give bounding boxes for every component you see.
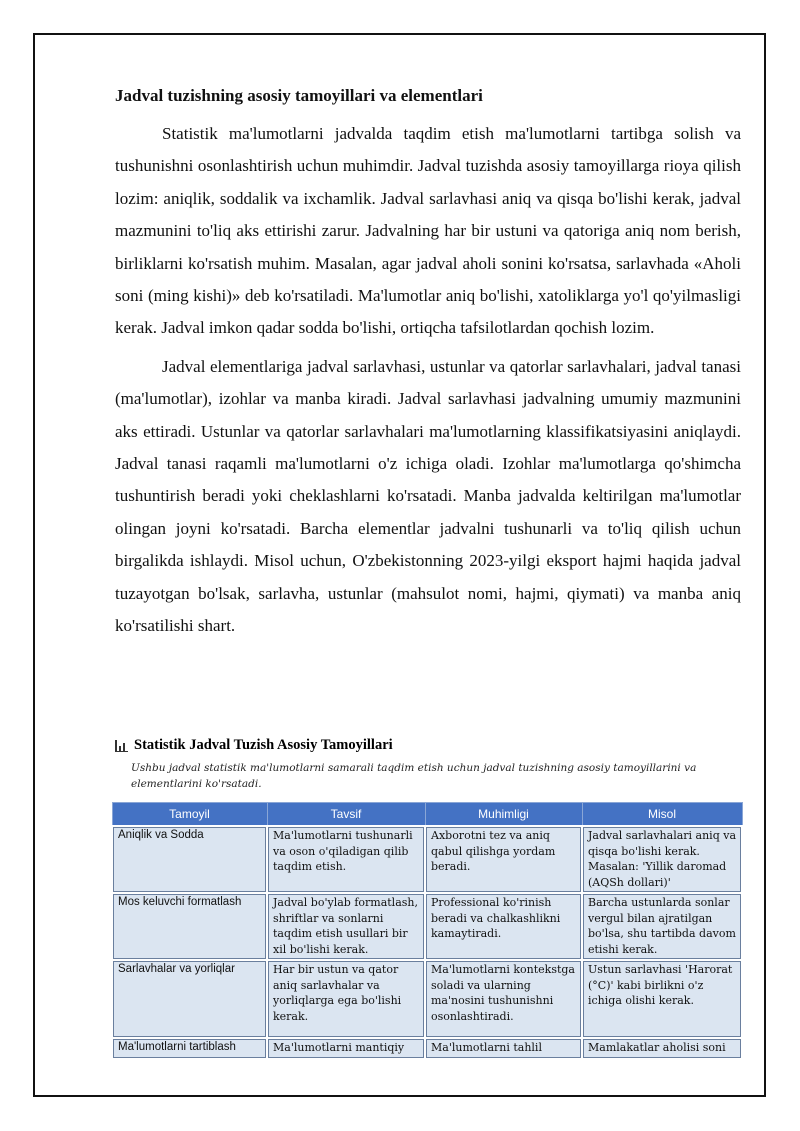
- table-caption: Ushbu jadval statistik ma'lumotlarni samarali taqdim etish uchun jadval tuzishning asosiy tamoyillarini va elementlarini ko'rsatadi.: [131, 762, 697, 790]
- table-row: [112, 1038, 742, 1059]
- table-row: [112, 826, 742, 893]
- table-cell: Ma'lumotlarni tartiblash: [112, 1038, 267, 1059]
- principles-table: [111, 802, 743, 1060]
- section-title: Jadval tuzishning asosiy tamoyillari va elementlari: [115, 86, 483, 105]
- table-cell: Ma'lumotlarni tahlil: [425, 1038, 582, 1059]
- table-heading-text: Statistik Jadval Tuzish Asosiy Tamoyillari: [134, 737, 393, 753]
- table-cell: Har bir ustun va qator aniq sarlavhalar va yorliqlarga ega bo'lishi kerak.: [267, 960, 425, 1038]
- table-cell: Aniqlik va Sodda: [112, 826, 267, 893]
- table-heading: [115, 737, 741, 754]
- column-header: Muhimligi: [425, 803, 582, 827]
- column-header: Misol: [582, 803, 742, 827]
- table-cell: Jadval sarlavhalari aniq va qisqa bo'lishi kerak. Masalan: 'Yillik daromad (AQSh dollari)': [582, 826, 742, 893]
- paragraph-principles: Statistik ma'lumotlarni jadvalda taqdim etish ma'lumotlarni tartibga solish va tushunishni osonlashtirish uchun muhimdir. Jadval tuzishda asosiy tamoyillarga rioya qilish lozim: aniqlik, soddalik va ixchamlik. Jadval sarlavhasi aniq va qisqa bo'lishi kerak, jadval mazmunini to'liq aks ettirishi zarur. Jadvalning har bir ustuni va qatoriga aniq nom berish, birliklarni ko'rsatish muhim. Masalan, agar jadval aholi sonini ko'rsatsa, sarlavhada «Aholi soni (ming kishi)» deb ko'rsatiladi. Ma'lumotlar aniq bo'lishi, xatoliklarga yo'l qo'yilmasligi kerak. Jadval imkon qadar sodda bo'lishi, ortiqcha tafsilotlardan qochish lozim.: [115, 124, 741, 338]
- table-cell: Mos keluvchi formatlash: [112, 893, 267, 960]
- table-row: [112, 960, 742, 1038]
- table-cell: Mamlakatlar aholisi soni: [582, 1038, 742, 1059]
- table-row: [112, 893, 742, 960]
- table-cell: Ma'lumotlarni mantiqiy: [267, 1038, 425, 1059]
- table-cell: Jadval bo'ylab formatlash, shriftlar va sonlarni taqdim etish usullari bir xil bo'lishi kerak.: [267, 893, 425, 960]
- column-header: Tamoyil: [112, 803, 267, 827]
- table-cell: Ma'lumotlarni kontekstga soladi va ularning ma'nosini tushunishni osonlashtiradi.: [425, 960, 582, 1038]
- document-body: [115, 84, 741, 649]
- table-cell: Axborotni tez va aniq qabul qilishga yordam beradi.: [425, 826, 582, 893]
- table-cell: Barcha ustunlarda sonlar vergul bilan ajratilgan bo'lsa, shu tartibda davom etishi kerak.: [582, 893, 742, 960]
- table-header-row: [112, 803, 742, 827]
- table-cell: Sarlavhalar va yorliqlar: [112, 960, 267, 1038]
- bar-chart-icon: [115, 740, 128, 752]
- table-cell: Ustun sarlavhasi 'Harorat (°C)' kabi birlikni o'z ichiga olishi kerak.: [582, 960, 742, 1038]
- table-cell: Ma'lumotlarni tushunarli va oson o'qiladigan qilib taqdim etish.: [267, 826, 425, 893]
- paragraph-elements: Jadval elementlariga jadval sarlavhasi, ustunlar va qatorlar sarlavhalari, jadval tanasi (ma'lumotlar), izohlar va manba kiradi. Jadval sarlavhasi jadvalning umumiy mazmunini aks ettiradi. Ustunlar va qatorlar sarlavhalari ma'lumotlarning klassifikatsiyasini aniqlaydi. Jadval tanasi raqamli ma'lumotlarni o'z ichiga oladi. Izohlar ma'lumotlarga qo'shimcha tushuntirish beradi yoki cheklashlarni ko'rsatadi. Manba jadvalda keltirilgan ma'lumotlar olingan joyni ko'rsatadi. Barcha elementlar jadvalni tushunarli va to'liq qilish uchun birgalikda ishlaydi. Misol uchun, O'zbekistonning 2023-yilgi eksport hajmi haqida jadval tuzayotgan bo'lsak, sarlavha, ustunlar (mahsulot nomi, hajmi, qiymati) va manba aniq ko'rsatilishi shart.: [115, 356, 741, 636]
- table-section: [115, 737, 741, 1060]
- column-header: Tavsif: [267, 803, 425, 827]
- table-cell: Professional ko'rinish beradi va chalkashlikni kamaytiradi.: [425, 893, 582, 960]
